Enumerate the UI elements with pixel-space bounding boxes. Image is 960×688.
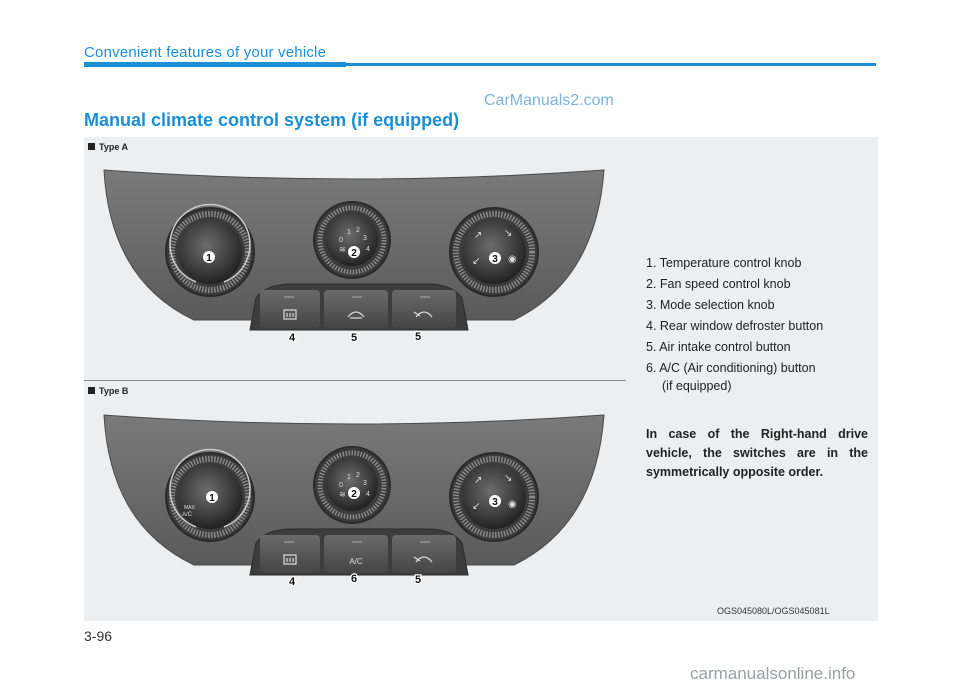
fan-icon: ≋ — [339, 245, 346, 254]
bullet-square-icon — [88, 143, 95, 150]
svg-text:2: 2 — [351, 248, 357, 259]
indicator-light — [420, 541, 430, 543]
type-b-label — [88, 386, 128, 396]
fan-mark-0: 0 — [339, 482, 343, 489]
fan-mark-0: 0 — [339, 237, 343, 244]
type-a-label-text: Type A — [99, 142, 129, 152]
figure-divider — [84, 380, 626, 381]
mode-bilevel-icon: ↙ — [472, 501, 481, 512]
rear-defroster-button[interactable] — [260, 290, 320, 328]
watermark-top: CarManuals2.com — [484, 92, 614, 109]
fan-mark-3: 3 — [363, 235, 367, 242]
mode-bilevel-icon: ↙ — [472, 256, 481, 267]
callout: 4 — [288, 332, 296, 344]
legend-item: 6. A/C (Air conditioning) button — [646, 361, 816, 375]
callout: 5 — [414, 574, 422, 586]
air-intake-button[interactable] — [324, 290, 388, 328]
knob-cap — [462, 220, 526, 284]
legend-item: 2. Fan speed control knob — [646, 277, 791, 291]
mode-floor-icon: ↘ — [504, 228, 513, 239]
callout: 6 — [350, 573, 358, 585]
legend-item-note: (if equipped) — [662, 379, 732, 393]
svg-text:3: 3 — [492, 497, 498, 508]
fan-mark-2: 2 — [356, 472, 360, 479]
watermark-bottom: carmanualsonline.info — [690, 664, 856, 683]
fan-mark-1: 1 — [347, 229, 351, 236]
legend-item: 3. Mode selection knob — [646, 298, 775, 312]
defrost-icon: ◉ — [508, 499, 517, 510]
ac-button-label: A/C — [349, 557, 363, 566]
rear-defroster-button[interactable] — [260, 535, 320, 573]
knob-cap — [326, 459, 378, 511]
svg-text:1: 1 — [206, 253, 212, 264]
callout: 5 — [414, 331, 422, 343]
fan-mark-4: 4 — [366, 246, 370, 253]
ac-button[interactable] — [324, 535, 388, 573]
max-label: MAX — [184, 505, 195, 511]
air-intake-button[interactable] — [392, 535, 456, 573]
svg-text:3: 3 — [492, 254, 498, 265]
max-ac-label: A/C — [182, 512, 193, 518]
legend-item: 4. Rear window defroster button — [646, 319, 824, 333]
indicator-light — [352, 541, 362, 543]
rhd-note: In case of the Right-hand drive vehicle, the switches are in the symmetrically opposite order. — [646, 427, 868, 479]
climate-panel-type-b — [96, 405, 612, 595]
climate-panel-type-a — [96, 160, 612, 350]
mode-floor-icon: ↘ — [504, 473, 513, 484]
fan-icon: ≋ — [339, 490, 346, 499]
indicator-light — [284, 541, 294, 543]
fan-mark-4: 4 — [366, 491, 370, 498]
indicator-light — [284, 296, 294, 298]
callout: 5 — [350, 332, 358, 344]
mode-face-icon: ↗ — [474, 230, 483, 241]
fan-mark-3: 3 — [363, 480, 367, 487]
svg-text:1: 1 — [209, 493, 215, 504]
legend-list — [646, 253, 823, 393]
header-rule-accent — [84, 62, 346, 67]
callout: 4 — [288, 576, 296, 588]
indicator-light — [420, 296, 430, 298]
figure-code: OGS045080L/OGS045081L — [717, 606, 830, 616]
page-number: 3-96 — [84, 628, 113, 644]
legend-item: 1. Temperature control knob — [646, 256, 802, 270]
indicator-light — [352, 296, 362, 298]
type-b-label-text: Type B — [99, 386, 129, 396]
header-title: Convenient features of your vehicle — [84, 44, 327, 61]
defrost-icon: ◉ — [508, 254, 517, 265]
mode-face-icon: ↗ — [474, 475, 483, 486]
air-intake-button[interactable] — [392, 290, 456, 328]
svg-text:2: 2 — [351, 489, 357, 500]
legend-item: 5. Air intake control button — [646, 340, 791, 354]
fan-mark-2: 2 — [356, 227, 360, 234]
fan-mark-1: 1 — [347, 474, 351, 481]
type-a-label — [88, 142, 128, 152]
section-title: Manual climate control system (if equipped) — [84, 110, 460, 130]
bullet-square-icon — [88, 387, 95, 394]
